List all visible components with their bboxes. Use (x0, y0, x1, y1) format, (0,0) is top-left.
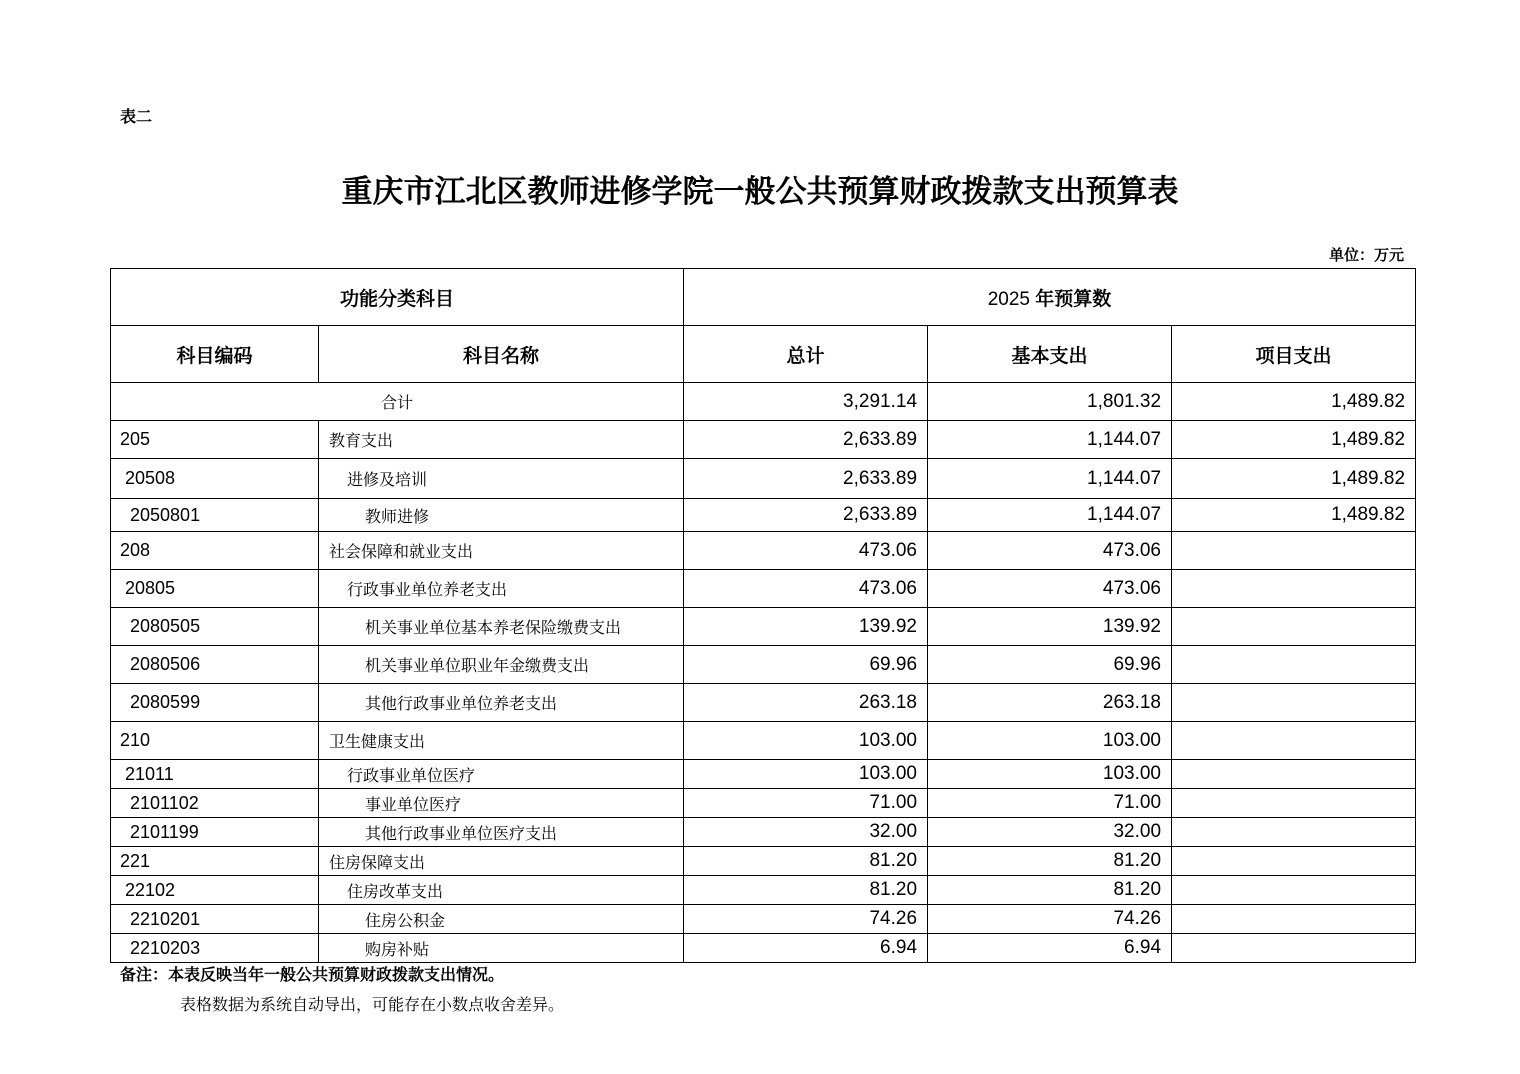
amount-total: 103.00 (684, 722, 928, 760)
amount-basic: 473.06 (928, 570, 1172, 608)
subject-code: 2080506 (111, 646, 319, 684)
amount-basic: 6.94 (928, 934, 1172, 963)
header-name: 科目名称 (319, 326, 684, 383)
table-row (111, 499, 1416, 532)
amount-basic: 103.00 (928, 760, 1172, 789)
amount-total: 81.20 (684, 847, 928, 876)
amount-total: 2,633.89 (684, 421, 928, 459)
subject-code: 2210201 (111, 905, 319, 934)
amount-project (1172, 818, 1416, 847)
amount-basic: 74.26 (928, 905, 1172, 934)
total-label: 合计 (111, 383, 684, 421)
table-row (111, 847, 1416, 876)
subject-code: 22102 (111, 876, 319, 905)
amount-total: 74.26 (684, 905, 928, 934)
table-row (111, 421, 1416, 459)
amount-project (1172, 570, 1416, 608)
amount-total: 2,633.89 (684, 459, 928, 499)
table-row (111, 934, 1416, 963)
table-row (111, 818, 1416, 847)
amount-project: 1,489.82 (1172, 459, 1416, 499)
amount-total: 69.96 (684, 646, 928, 684)
amount-total: 473.06 (684, 532, 928, 570)
subject-name: 教育支出 (319, 421, 684, 459)
amount-project (1172, 789, 1416, 818)
amount-project (1172, 608, 1416, 646)
header-basic: 基本支出 (928, 326, 1172, 383)
amount-basic: 1,144.07 (928, 459, 1172, 499)
amount-project (1172, 722, 1416, 760)
table-number-label: 表二 (120, 107, 153, 126)
amount-project (1172, 646, 1416, 684)
total-row (111, 383, 1416, 421)
amount-basic: 1,144.07 (928, 421, 1172, 459)
table-row (111, 532, 1416, 570)
subject-name: 进修及培训 (319, 459, 684, 499)
table-row (111, 646, 1416, 684)
amount-basic: 139.92 (928, 608, 1172, 646)
amount-total: 32.00 (684, 818, 928, 847)
subject-code: 2080599 (111, 684, 319, 722)
subject-name: 机关事业单位职业年金缴费支出 (319, 646, 684, 684)
header-row-2 (111, 326, 1416, 383)
amount-basic: 473.06 (928, 532, 1172, 570)
total-total: 3,291.14 (684, 383, 928, 421)
table-row (111, 905, 1416, 934)
table-row (111, 722, 1416, 760)
amount-basic: 69.96 (928, 646, 1172, 684)
table-row (111, 876, 1416, 905)
amount-total: 6.94 (684, 934, 928, 963)
header-functional-category: 功能分类科目 (111, 269, 684, 326)
amount-total: 473.06 (684, 570, 928, 608)
header-year-budget (684, 269, 1416, 326)
header-total: 总计 (684, 326, 928, 383)
amount-basic: 71.00 (928, 789, 1172, 818)
subject-name: 事业单位医疗 (319, 789, 684, 818)
amount-project (1172, 760, 1416, 789)
header-row-1 (111, 269, 1416, 326)
amount-total: 263.18 (684, 684, 928, 722)
amount-basic: 81.20 (928, 847, 1172, 876)
subject-name: 社会保障和就业支出 (319, 532, 684, 570)
amount-basic: 263.18 (928, 684, 1172, 722)
total-project: 1,489.82 (1172, 383, 1416, 421)
header-code: 科目编码 (111, 326, 319, 383)
amount-total: 2,633.89 (684, 499, 928, 532)
table-row (111, 760, 1416, 789)
subject-code: 20805 (111, 570, 319, 608)
subject-name: 购房补贴 (319, 934, 684, 963)
amount-total: 81.20 (684, 876, 928, 905)
subject-name: 住房保障支出 (319, 847, 684, 876)
subject-name: 行政事业单位养老支出 (319, 570, 684, 608)
subject-code: 205 (111, 421, 319, 459)
subject-name: 住房公积金 (319, 905, 684, 934)
subject-code: 2210203 (111, 934, 319, 963)
subject-name: 教师进修 (319, 499, 684, 532)
subject-name: 卫生健康支出 (319, 722, 684, 760)
total-basic: 1,801.32 (928, 383, 1172, 421)
note-text-1: 本表反映当年一般公共预算财政拨款支出情况。 (168, 965, 505, 984)
header-budget-label: 年预算数 (1035, 287, 1112, 310)
subject-code: 2101102 (111, 789, 319, 818)
amount-total: 139.92 (684, 608, 928, 646)
subject-code: 2101199 (111, 818, 319, 847)
amount-project (1172, 684, 1416, 722)
budget-table (110, 268, 1416, 963)
amount-project (1172, 934, 1416, 963)
amount-basic: 103.00 (928, 722, 1172, 760)
table-row (111, 459, 1416, 499)
subject-code: 21011 (111, 760, 319, 789)
note-prefix: 备注： (120, 965, 169, 984)
amount-project: 1,489.82 (1172, 499, 1416, 532)
unit-label: 单位：万元 (1328, 246, 1404, 264)
note-line-1 (120, 962, 504, 985)
subject-code: 2050801 (111, 499, 319, 532)
amount-basic: 81.20 (928, 876, 1172, 905)
amount-basic: 1,144.07 (928, 499, 1172, 532)
amount-project (1172, 847, 1416, 876)
table-row (111, 570, 1416, 608)
subject-name: 住房改革支出 (319, 876, 684, 905)
amount-project (1172, 876, 1416, 905)
amount-total: 103.00 (684, 760, 928, 789)
subject-name: 其他行政事业单位医疗支出 (319, 818, 684, 847)
page-title: 重庆市江北区教师进修学院一般公共预算财政拨款支出预算表 (341, 174, 1179, 210)
amount-total: 71.00 (684, 789, 928, 818)
subject-code: 20508 (111, 459, 319, 499)
subject-code: 2080505 (111, 608, 319, 646)
table-row (111, 684, 1416, 722)
amount-project (1172, 532, 1416, 570)
amount-basic: 32.00 (928, 818, 1172, 847)
table-row (111, 789, 1416, 818)
subject-name: 其他行政事业单位养老支出 (319, 684, 684, 722)
subject-code: 208 (111, 532, 319, 570)
subject-code: 221 (111, 847, 319, 876)
note-line-2: 表格数据为系统自动导出，可能存在小数点收舍差异。 (180, 995, 565, 1014)
subject-code: 210 (111, 722, 319, 760)
amount-project (1172, 905, 1416, 934)
header-year: 2025 (987, 288, 1031, 310)
table-row (111, 608, 1416, 646)
amount-project: 1,489.82 (1172, 421, 1416, 459)
subject-name: 机关事业单位基本养老保险缴费支出 (319, 608, 684, 646)
subject-name: 行政事业单位医疗 (319, 760, 684, 789)
header-project: 项目支出 (1172, 326, 1416, 383)
